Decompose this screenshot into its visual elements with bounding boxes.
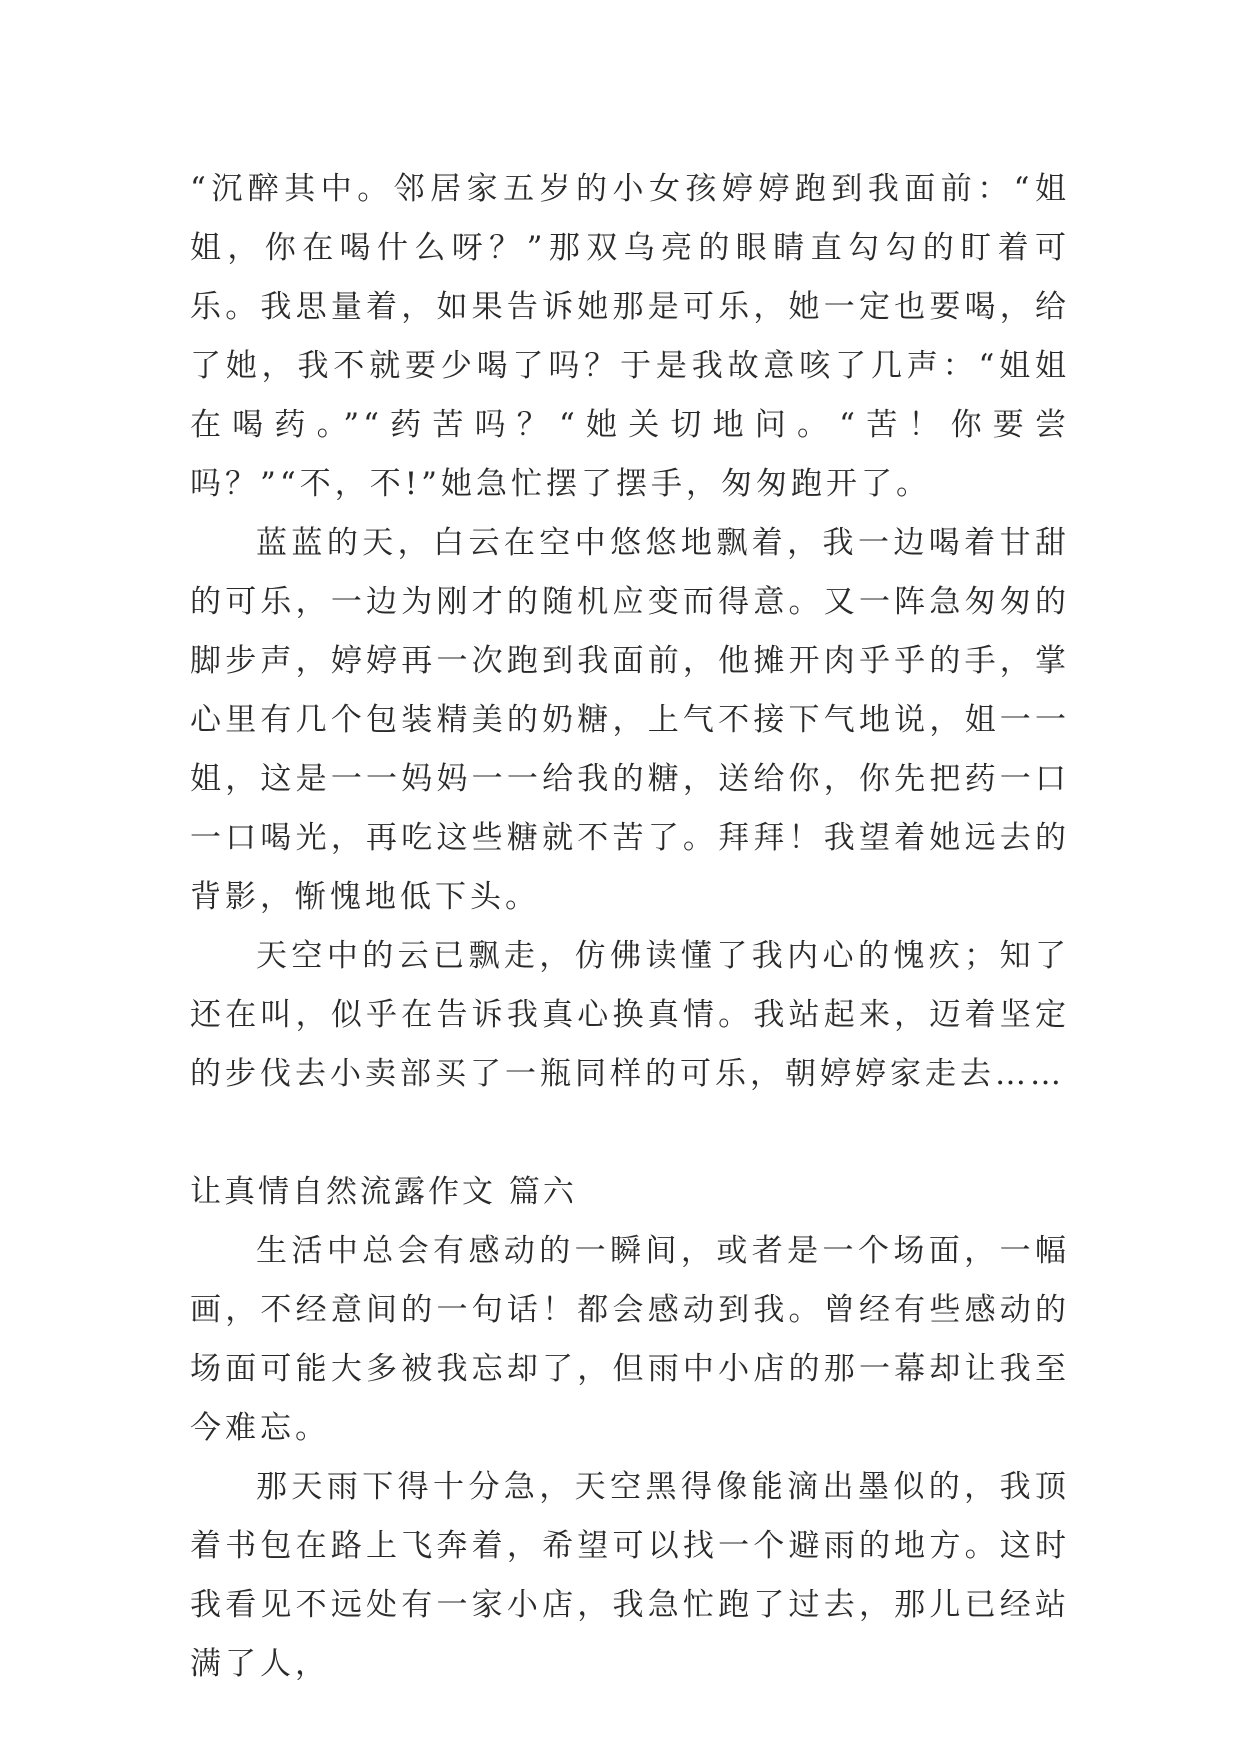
paragraph-rainy-day: 那天雨下得十分急，天空黑得像能滴出墨似的，我顶着书包在路上飞奔着，希望可以找一个避雨的地方。这时我看见不远处有一家小店，我急忙跑了过去，那儿已经站满了人， xyxy=(190,1469,1070,1682)
paragraph-moving-moment: 生活中总会有感动的一瞬间，或者是一个场面，一幅画，不经意间的一句话！都会感动到我。曾经有些感动的场面可能大多被我忘却了，但雨中小店的那一幕却让我至今难忘。 xyxy=(190,1233,1070,1446)
paragraph-blue-sky: 蓝蓝的天，白云在空中悠悠地飘着，我一边喝着甘甜的可乐，一边为刚才的随机应变而得意。又一阵急匆匆的脚步声，婷婷再一次跑到我面前，他摊开肉乎乎的手，掌心里有几个包装精美的奶糖，上气不接下气地说，姐一一姐，这是一一妈妈一一给我的糖，送给你，你先把药一口一口喝光，再吃这些糖就不苦了。拜拜！我望着她远去的背影，惭愧地低下头。 xyxy=(190,525,1070,915)
section-heading: 让真情自然流露作文 篇六 xyxy=(190,1174,577,1210)
document-body xyxy=(190,160,1070,1694)
paragraph-continuation: “沉醉其中。邻居家五岁的小女孩婷婷跑到我面前：“姐姐，你在喝什么呀？”那双乌亮的眼睛直勾勾的盯着可乐。我思量着，如果告诉她那是可乐，她一定也要喝，给了她，我不就要少喝了吗？于是我故意咳了几声：“姐姐在喝药。”“药苦吗？“她关切地问。“苦！你要尝吗？”“不，不!”她急忙摆了摆手，匆匆跑开了。 xyxy=(190,171,1070,502)
paragraph-clouds-gone: 天空中的云已飘走，仿佛读懂了我内心的愧疚；知了还在叫，似乎在告诉我真心换真情。我站起来，迈着坚定的步伐去小卖部买了一瓶同样的可乐，朝婷婷家走去…… xyxy=(190,938,1070,1092)
